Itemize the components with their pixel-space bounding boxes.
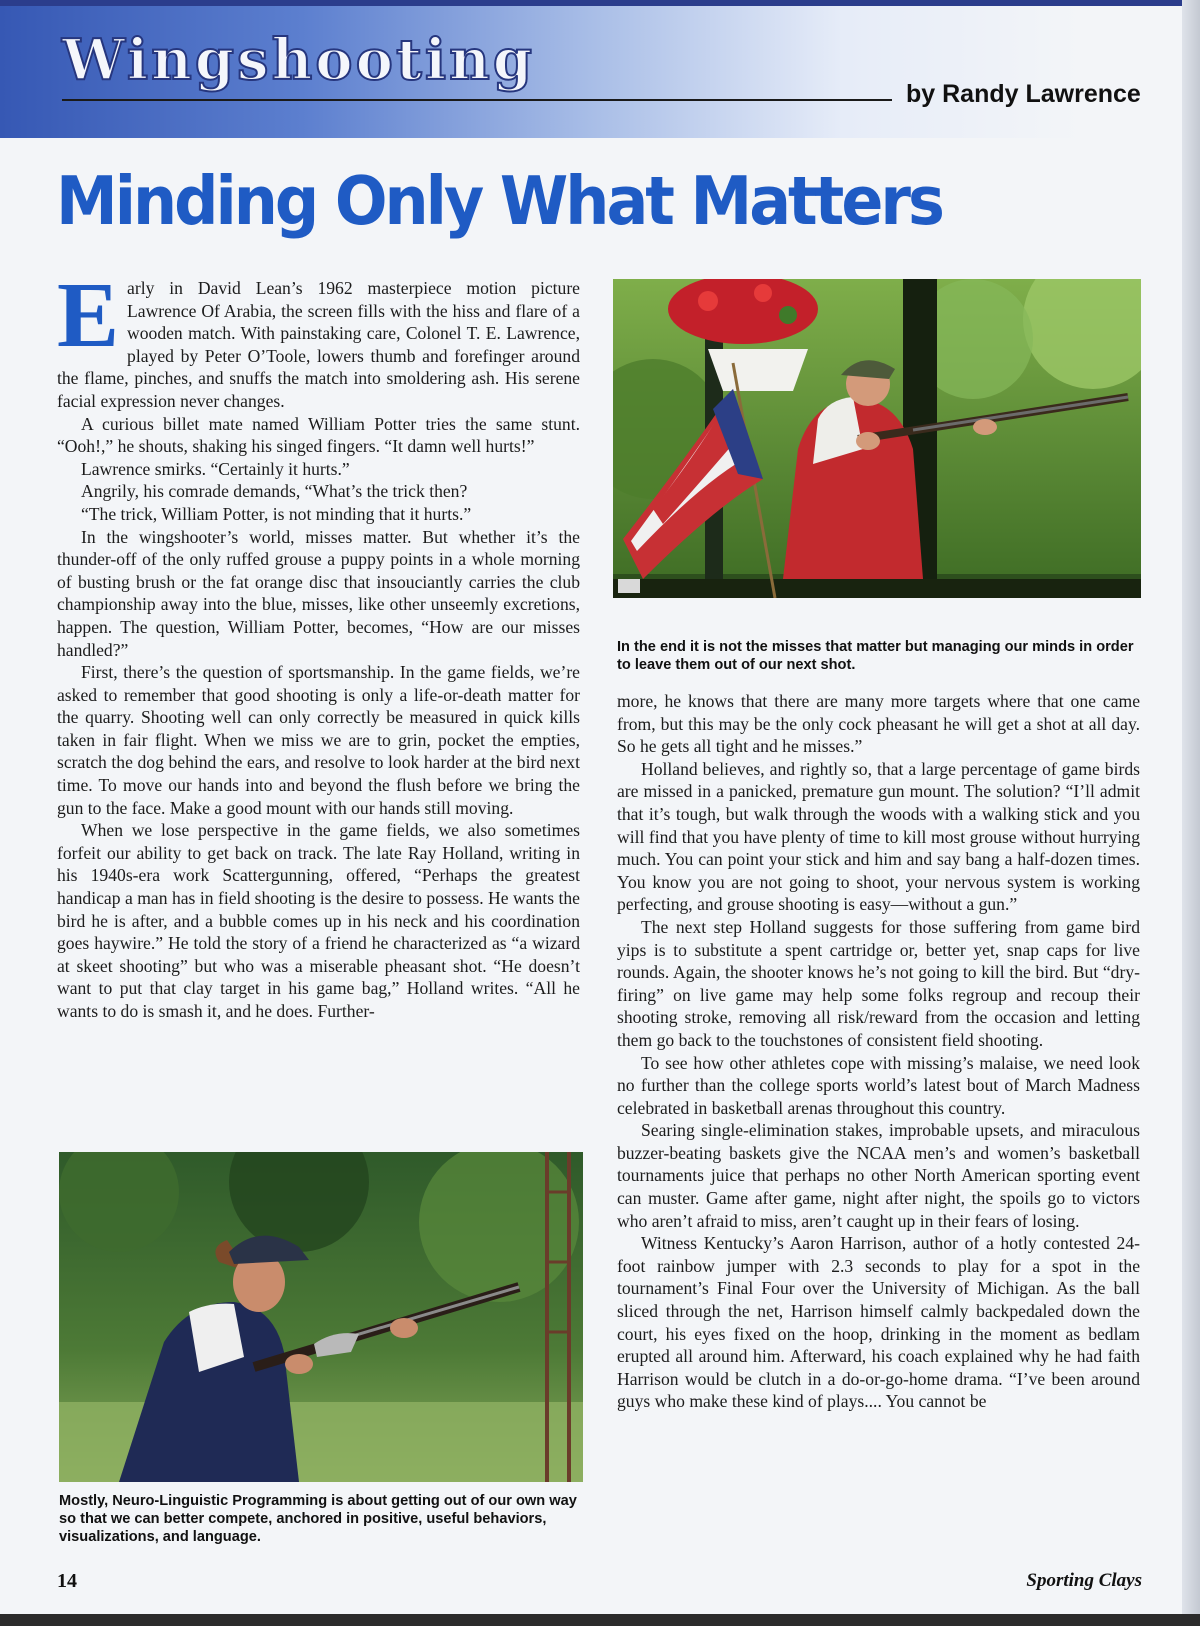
- page-number: 14: [57, 1570, 77, 1592]
- paragraph-1-text: arly in David Lean’s 1962 masterpiece motion picture Lawrence Of Arabia, the screen fills with the hiss and flare of a wooden match. With painstaking care, Colonel T. E. Lawrence, played by Peter O’Toole, lowers thumb and forefinger around the flame, pinches, and snuffs the match into smoldering ash. His serene facial expression never changes.: [57, 278, 580, 411]
- paragraph-8: When we lose perspective in the game fields, we also sometimes forfeit our ability to get back on track. The late Ray Holland, writing in his 1940s-era work Scattergunning, offered, “Perhaps the greatest handicap a man has in field shooting is the desire to possess. He wants the bird he is after, and a bubble comes up in his neck and his coordination goes haywire.” He told the story of a friend he characterized as “a wizard at skeet shooting” but who was a miserable pheasant shot. “He doesn’t want to put that clay target in his game bag,” Holland writes. “All he wants to do is smash it, and he does. Further-: [57, 820, 580, 1021]
- paragraph-11: To see how other athletes cope with missing’s malaise, we need look no further than the college sports world’s latest bout of March Madness celebrated in basketball arenas throughout this country.: [617, 1052, 1140, 1118]
- paragraph-3: Lawrence smirks. “Certainly it hurts.”: [81, 458, 350, 479]
- paragraph-continued: more, he knows that there are many more targets where that one came from, but this may be the only cock pheasant he will get a shot at all day. So he gets all tight and he misses.”: [617, 691, 1140, 757]
- photo-flag-shooter: [613, 279, 1141, 598]
- header-rule: [62, 99, 892, 101]
- photo-woman-shooter-illustration: [59, 1152, 583, 1482]
- paragraph-4: Angrily, his comrade demands, “What’s the trick then?: [81, 481, 468, 502]
- magazine-name: Sporting Clays: [1026, 1570, 1142, 1591]
- left-column: [57, 277, 580, 1147]
- paragraph-9: Holland believes, and rightly so, that a large percentage of game birds are missed in a panicked, premature gun mount. The solution? “I’ll admit that it’s tough, but walk through the woods with a walking stick and you will find that you have plenty of time to kill most grouse without hurrying much. You can point your stick and him and say bang a half-dozen times. You know you are not going to shoot, your nervous system is working perfecting, and grouse shooting is easy—without a gun.”: [617, 758, 1140, 915]
- section-title: Wingshooting: [62, 27, 536, 93]
- paragraph-13: Witness Kentucky’s Aaron Harrison, author of a hotly contested 24-foot rainbow jumper with 2.3 seconds to play for a spot in the tournament’s Final Four over the University of Michigan. As the ball sliced through the net, Harrison himself calmly backpedaled down the court, his eyes fixed on the hoop, drinking in the moment as bedlam erupted all around him. Afterward, his coach explained why he had faith Harrison would be clutch in a do-or-go-home drama. “I’ve been around guys who make these kind of plays.... You cannot be: [617, 1233, 1140, 1412]
- paragraph-10: The next step Holland suggests for those suffering from game bird yips is to substitute a spent cartridge or, better yet, snap caps for live rounds. Again, the shooter knows he’s not going to kill the bird. But “dry-firing” on live game may help some folks regroup and recoup their shooting stroke, removing all risk/reward from the occasion and letting them go back to the touchstones of consistent field shooting.: [617, 916, 1140, 1050]
- paragraph-5: “The trick, William Potter, is not minding that it hurts.”: [81, 503, 472, 524]
- paragraph-2: A curious billet mate named William Potter tries the same stunt. “Ooh!,” he shouts, shaking his singed fingers. “It damn well hurts!”: [57, 413, 580, 457]
- photo-flag-shooter-illustration: [613, 279, 1141, 598]
- paragraph-6: In the wingshooter’s world, misses matter. But whether it’s the thunder-off of the only ruffed grouse a puppy points in a whole morning of busting brush or the fat orange disc that insouciantly carries the club championship away into the blue, misses, like other unseemly excretions, happen. The question, William Potter, becomes, “How are our misses handled?”: [57, 526, 580, 660]
- photo-woman-shooter: [59, 1152, 583, 1482]
- caption-top-photo: In the end it is not the misses that matter but managing our minds in order to leave them out of our next shot.: [617, 639, 1134, 673]
- paragraph-7: First, there’s the question of sportsmanship. In the game fields, we’re asked to remember that good shooting is only a life-or-death matter for the quarry. Shooting well can only correctly be measured in quick kills taken in fair flight. When we miss we are to grin, pocket the empties, scratch the dog behind the ears, and resolve to look harder at the bird next time. To move our hands into and beyond the flush before we bring the gun to the face. Make a good mount with our hands still moving.: [57, 662, 580, 818]
- paragraph-1: [57, 277, 580, 413]
- right-column: [617, 690, 1140, 1560]
- paragraph-12: Searing single-elimination stakes, improbable upsets, and miraculous buzzer-beating baskets give the NCAA men’s and women’s basketball tournaments juice that perhaps no other North American sporting event can muster. Game after game, night after night, the spoils go to victors who aren’t afraid to miss, aren’t caught up in their fears of losing.: [617, 1120, 1140, 1231]
- drop-cap: E: [57, 277, 120, 367]
- byline: by Randy Lawrence: [906, 80, 1141, 108]
- caption-bottom-photo: Mostly, Neuro-Linguistic Programming is about getting out of our own way so that we can better compete, anchored in positive, useful behaviors, visualizations, and language.: [59, 1493, 577, 1545]
- article-headline: Minding Only What Matters: [56, 161, 942, 241]
- bottom-edge-bar: [0, 1614, 1200, 1626]
- page-edge-shadow: [1182, 0, 1200, 1626]
